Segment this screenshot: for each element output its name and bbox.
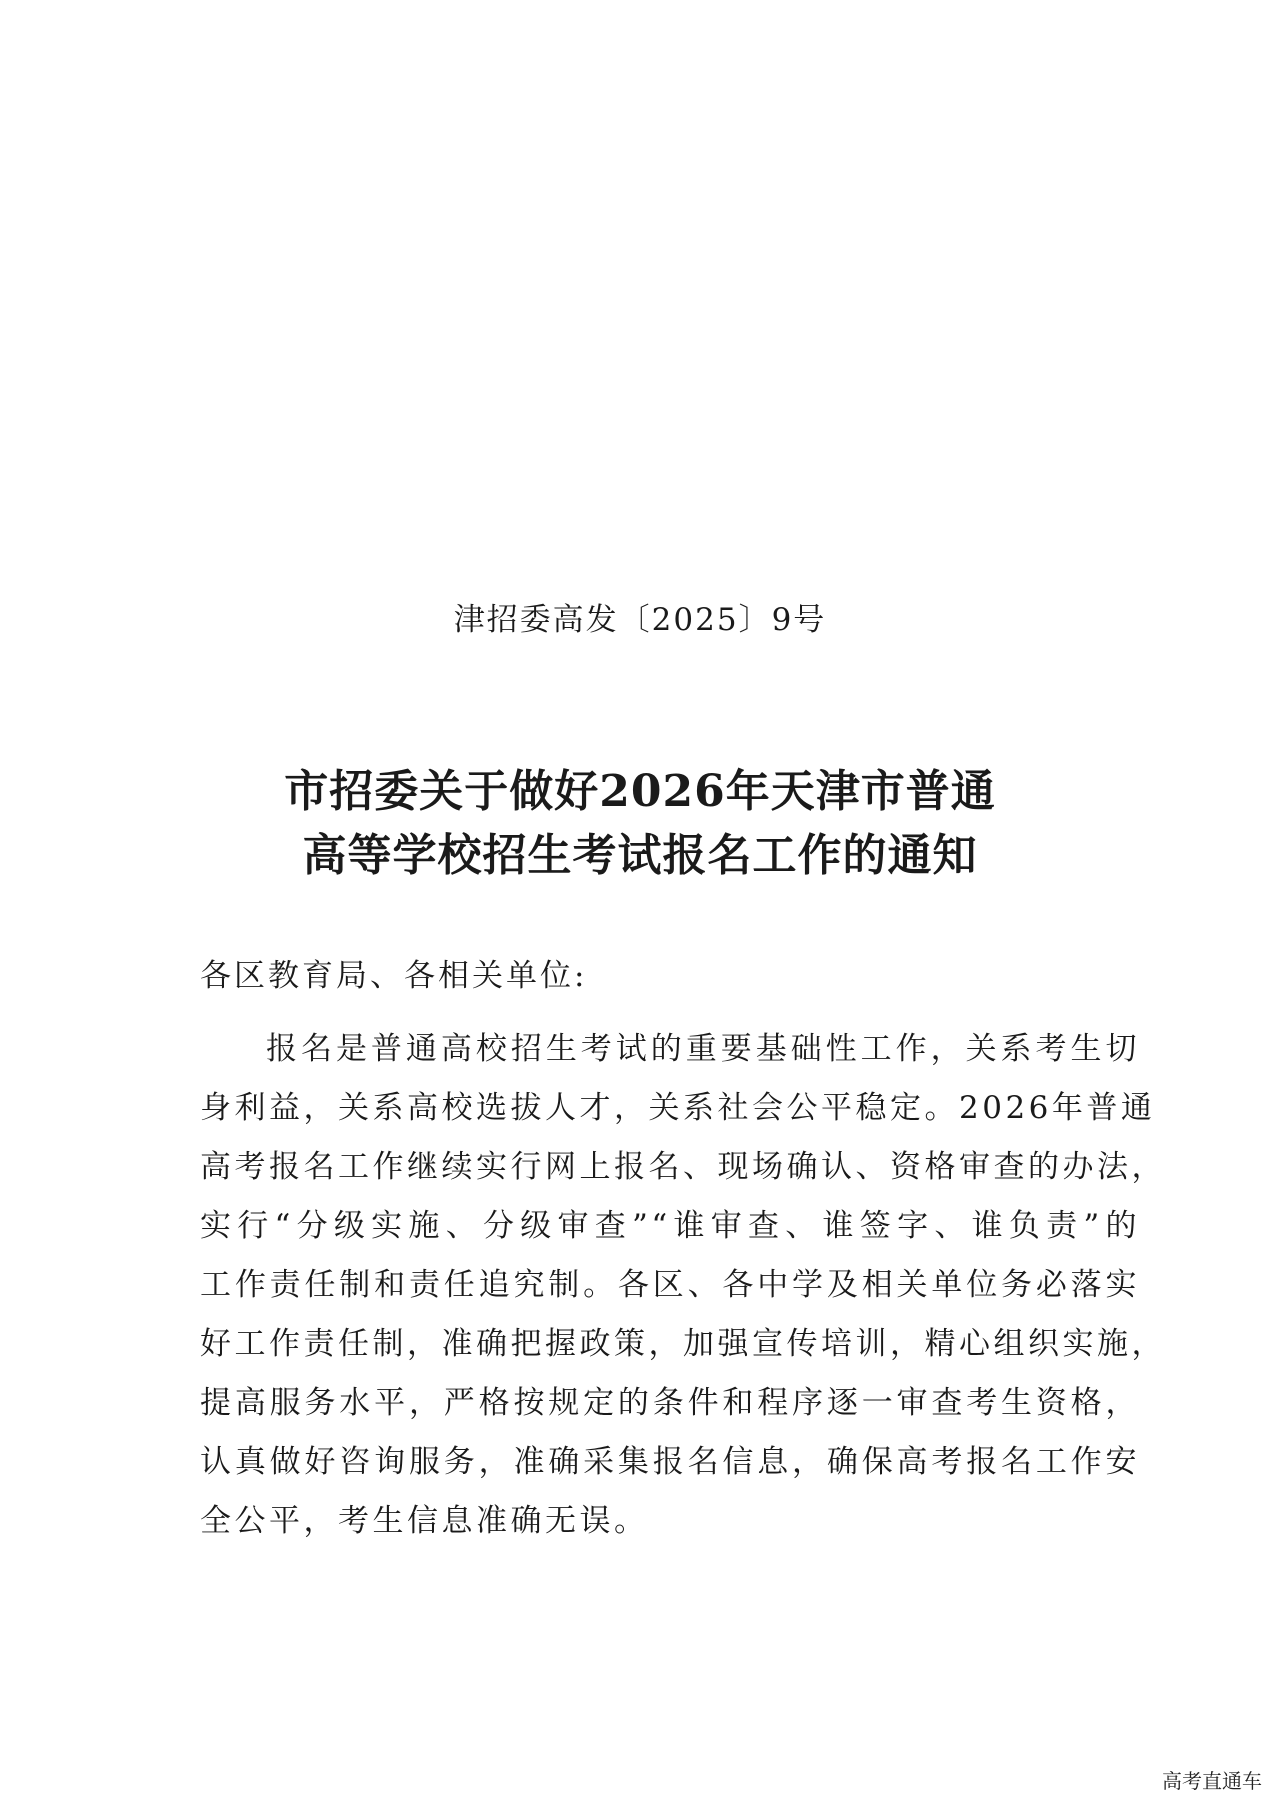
body-line: 提高服务水平，严格按规定的条件和程序逐一审查考生资格， bbox=[200, 1385, 1140, 1421]
salutation: 各区教育局、各相关单位: bbox=[200, 958, 588, 994]
watermark: 高考直通车 bbox=[1158, 1763, 1266, 1796]
body-line: 报名是普通高校招生考试的重要基础性工作，关系考生切 bbox=[266, 1031, 1140, 1067]
body-line: 高考报名工作继续实行网上报名、现场确认、资格审查的办法， bbox=[200, 1149, 1166, 1185]
body-line: 身利益，关系高校选拔人才，关系社会公平稳定。2026年普通 bbox=[200, 1090, 1156, 1126]
body-paragraph bbox=[200, 1020, 1166, 1551]
document-title bbox=[0, 760, 1280, 888]
body-line: 认真做好咨询服务，准确采集报名信息，确保高考报名工作安 bbox=[200, 1444, 1140, 1480]
title-line: 高等学校招生考试报名工作的通知 bbox=[302, 830, 978, 881]
body-line: 实行“分级实施、分级审查”“谁审查、谁签字、谁负责”的 bbox=[200, 1208, 1140, 1244]
title-line: 市招委关于做好2026年天津市普通 bbox=[284, 766, 996, 817]
document-number: 津招委高发〔2025〕9号 bbox=[453, 602, 827, 638]
body-line: 全公平，考生信息准确无误。 bbox=[200, 1503, 649, 1539]
body-line: 好工作责任制，准确把握政策，加强宣传培训，精心组织实施， bbox=[200, 1326, 1166, 1362]
body-line: 工作责任制和责任追究制。各区、各中学及相关单位务必落实 bbox=[200, 1267, 1140, 1303]
